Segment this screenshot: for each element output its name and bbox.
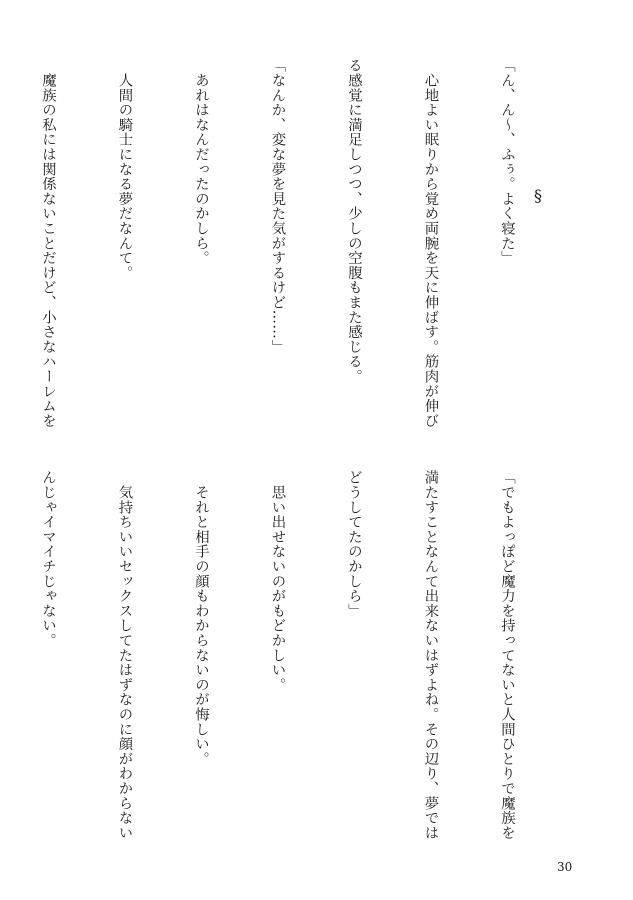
upper-text-block — [0, 58, 570, 443]
text-line: 心地よい眠りから覚め両腕を天に伸ばす。筋肉が伸び — [422, 58, 439, 428]
text-line: 魔族の私には関係ないことだけど、小さなハーレムを — [40, 58, 56, 428]
section-mark: § — [534, 186, 542, 205]
text-line: 「ん、ん～、ふぅ。よく寝た」 — [499, 58, 515, 266]
text-line: 気持ちいいセックスしてたはずなのに顔がわからない — [116, 470, 133, 840]
text-line: 満たすことなんて出来ないはずよね。その辺り、夢では — [422, 470, 439, 840]
page-number: 30 — [557, 860, 573, 874]
lower-text-block — [0, 470, 570, 855]
text-line: 思い出せないのがもどかしい。 — [269, 470, 286, 692]
text-line: 「でもよっぽど魔力を持ってないと人間ひとりで魔族を — [499, 470, 515, 840]
text-line: 人間の騎士になる夢だなんて。 — [116, 58, 133, 280]
text-line: どうしてたのかしら」 — [346, 470, 362, 618]
text-line: る感覚に満足しつつ、少しの空腹もまた感じる。 — [346, 58, 362, 384]
text-line: それと相手の顔もわからないのが悔しい。 — [193, 470, 209, 766]
text-line: あれはなんだったのかしら。 — [193, 58, 209, 266]
text-line: んじゃイマイチじゃない。 — [40, 470, 56, 648]
text-line: 「なんか、変な夢を見た気がするけど……」 — [269, 58, 286, 354]
